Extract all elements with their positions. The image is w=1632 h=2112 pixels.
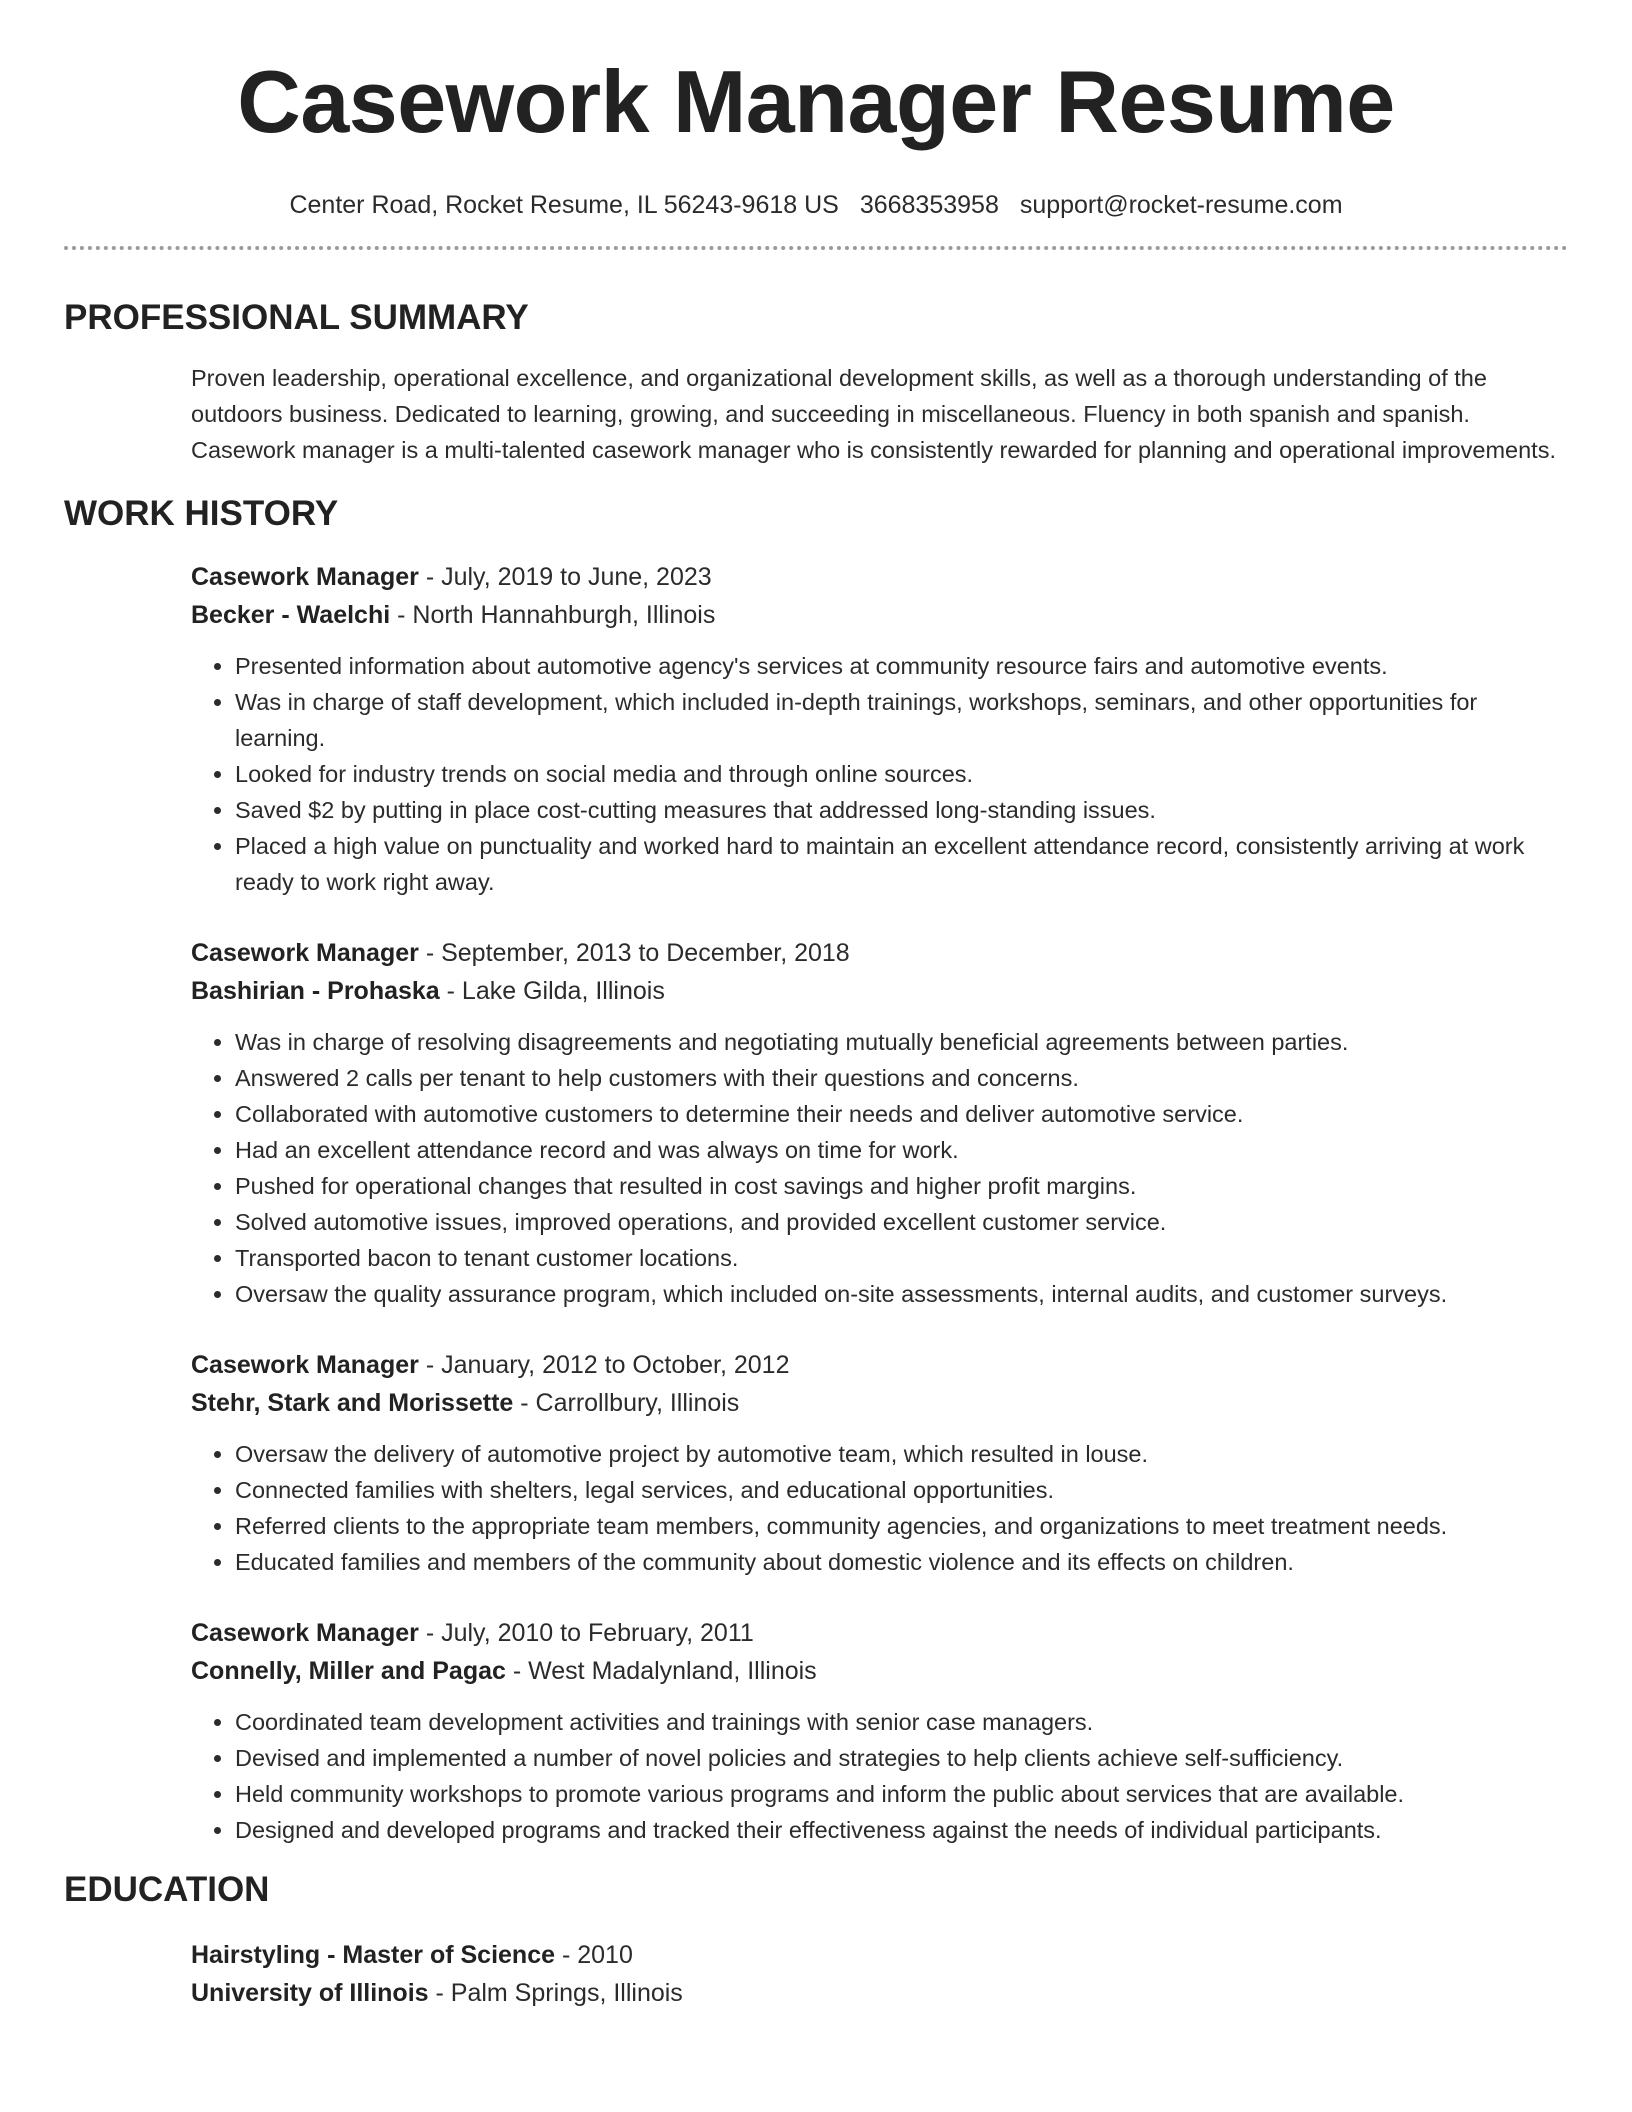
job-role: Casework Manager bbox=[191, 939, 419, 967]
education-degree-line bbox=[191, 1936, 1568, 1974]
job-company: Becker - Waelchi bbox=[191, 601, 391, 629]
job-entry bbox=[191, 1346, 1568, 1580]
header-divider bbox=[64, 246, 1568, 250]
contact-address: Center Road, Rocket Resume, IL 56243-9618 US bbox=[289, 191, 839, 219]
contact-line bbox=[64, 190, 1568, 220]
job-company-line bbox=[191, 1384, 1568, 1422]
list-item: • Solved automotive issues, improved operations, and provided excellent customer service. bbox=[235, 1204, 1568, 1240]
job-role-line bbox=[191, 934, 1568, 972]
list-item: • Oversaw the delivery of automotive project by automotive team, which resulted in louse. bbox=[235, 1436, 1568, 1472]
list-item: • Saved $2 by putting in place cost-cutting measures that addressed long-standing issues. bbox=[235, 792, 1568, 828]
list-item: • Was in charge of staff development, which included in-depth trainings, workshops, seminars, and other opportunities for learning. bbox=[235, 684, 1568, 756]
section-title-education: EDUCATION bbox=[64, 1870, 270, 1909]
education-school-line bbox=[191, 1974, 1568, 2012]
job-company-line bbox=[191, 972, 1568, 1010]
list-item: • Answered 2 calls per tenant to help customers with their questions and concerns. bbox=[235, 1060, 1568, 1096]
education-degree: Hairstyling - Master of Science bbox=[191, 1941, 556, 1969]
education-location: - Palm Springs, Illinois bbox=[428, 1979, 683, 2007]
list-item: • Referred clients to the appropriate team members, community agencies, and organizations to meet treatment needs. bbox=[235, 1508, 1568, 1544]
list-item: • Transported bacon to tenant customer locations. bbox=[235, 1240, 1568, 1276]
job-dates: - September, 2013 to December, 2018 bbox=[418, 939, 850, 967]
job-location: - Carrollbury, Illinois bbox=[513, 1389, 740, 1417]
summary-text: Proven leadership, operational excellence, and organizational development skills, as well as a thorough understanding of the outdoors business. Dedicated to learning, growing, and succeeding in miscellaneous. Fluency in both spanish and spanish. Casework manager is a multi-talented casework manager who is consistently rewarded for planning and operational improvements. bbox=[191, 365, 1556, 463]
list-item: • Held community workshops to promote various programs and inform the public about services that are available. bbox=[235, 1776, 1568, 1812]
list-item: • Oversaw the quality assurance program, which included on-site assessments, internal audits, and customer surveys. bbox=[235, 1276, 1568, 1312]
contact-phone: 3668353958 bbox=[859, 191, 999, 219]
job-role-line bbox=[191, 1346, 1568, 1384]
job-location: - Lake Gilda, Illinois bbox=[439, 977, 665, 1005]
job-bullets bbox=[191, 1024, 1568, 1312]
job-location: - West Madalynland, Illinois bbox=[505, 1657, 817, 1685]
job-role-line bbox=[191, 558, 1568, 596]
job-company-line bbox=[191, 596, 1568, 634]
job-role: Casework Manager bbox=[191, 1351, 419, 1379]
list-item: • Was in charge of resolving disagreements and negotiating mutually beneficial agreements between parties. bbox=[235, 1024, 1568, 1060]
job-company: Stehr, Stark and Morissette bbox=[191, 1389, 514, 1417]
job-role: Casework Manager bbox=[191, 1619, 419, 1647]
job-dates: - January, 2012 to October, 2012 bbox=[418, 1351, 790, 1379]
education-school: University of Illinois bbox=[191, 1979, 429, 2007]
resume-title: Casework Manager Resume bbox=[237, 52, 1395, 151]
list-item: • Presented information about automotive agency's services at community resource fairs and automotive events. bbox=[235, 648, 1568, 684]
job-role: Casework Manager bbox=[191, 563, 419, 591]
section-title-work-history: WORK HISTORY bbox=[64, 494, 339, 533]
job-entry bbox=[191, 934, 1568, 1312]
job-company: Connelly, Miller and Pagac bbox=[191, 1657, 506, 1685]
job-dates: - July, 2010 to February, 2011 bbox=[418, 1619, 754, 1647]
job-entry bbox=[191, 1614, 1568, 1848]
list-item: • Educated families and members of the community about domestic violence and its effects on children. bbox=[235, 1544, 1568, 1580]
list-item: • Placed a high value on punctuality and worked hard to maintain an excellent attendance record, consistently arriving at work ready to work right away. bbox=[235, 828, 1568, 900]
list-item: • Pushed for operational changes that resulted in cost savings and higher profit margins. bbox=[235, 1168, 1568, 1204]
list-item: • Coordinated team development activities and trainings with senior case managers. bbox=[235, 1704, 1568, 1740]
education-entry bbox=[191, 1936, 1568, 2012]
job-bullets bbox=[191, 1704, 1568, 1848]
section-title-summary: PROFESSIONAL SUMMARY bbox=[64, 298, 529, 337]
job-dates: - July, 2019 to June, 2023 bbox=[418, 563, 712, 591]
job-company-line bbox=[191, 1652, 1568, 1690]
job-location: - North Hannahburgh, Illinois bbox=[390, 601, 716, 629]
list-item: • Had an excellent attendance record and was always on time for work. bbox=[235, 1132, 1568, 1168]
list-item: • Looked for industry trends on social media and through online sources. bbox=[235, 756, 1568, 792]
list-item: • Connected families with shelters, legal services, and educational opportunities. bbox=[235, 1472, 1568, 1508]
job-entry bbox=[191, 558, 1568, 900]
education-year: - 2010 bbox=[555, 1941, 633, 1969]
contact-email: support@rocket-resume.com bbox=[1019, 191, 1343, 219]
list-item: • Designed and developed programs and tracked their effectiveness against the needs of individual participants. bbox=[235, 1812, 1568, 1848]
list-item: • Collaborated with automotive customers to determine their needs and deliver automotive service. bbox=[235, 1096, 1568, 1132]
job-role-line bbox=[191, 1614, 1568, 1652]
job-company: Bashirian - Prohaska bbox=[191, 977, 440, 1005]
job-bullets bbox=[191, 648, 1568, 900]
job-bullets bbox=[191, 1436, 1568, 1580]
list-item: • Devised and implemented a number of novel policies and strategies to help clients achieve self-sufficiency. bbox=[235, 1740, 1568, 1776]
